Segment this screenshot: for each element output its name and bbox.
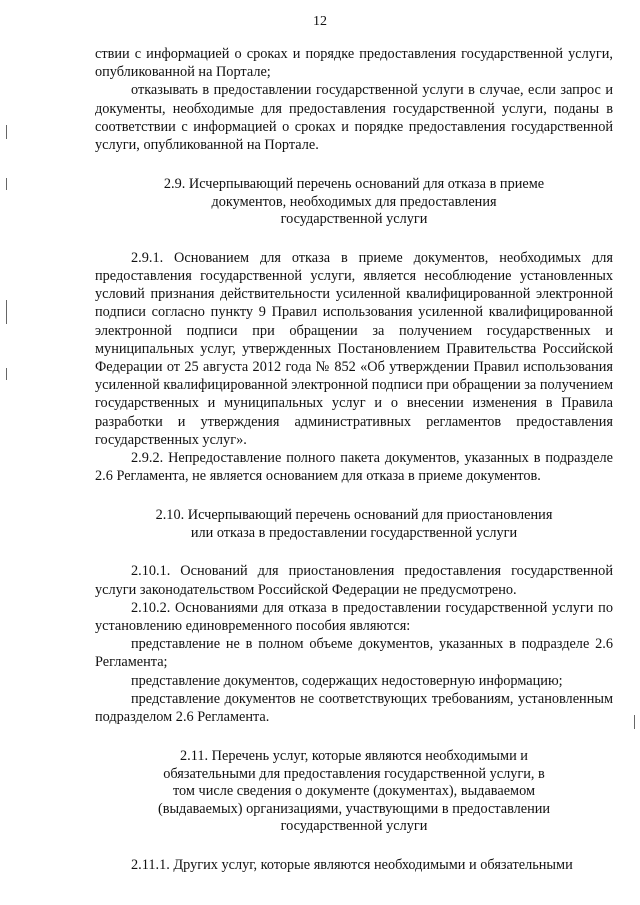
document-body — [95, 45, 613, 874]
margin-mark — [6, 300, 7, 324]
heading-line: том числе сведения о документе (документах), выдаваемом — [172, 783, 536, 800]
heading-line: (выдаваемых) организациями, участвующими в предоставлении — [157, 800, 551, 817]
paragraph-list-item: представление документов, содержащих недостоверную информацию; — [131, 672, 563, 689]
paragraph: отказывать в предоставлении государственной услуги в случае, если запрос и документы, необходимые для предоставления государственной услуги, поданы в соответствии с информацией о сроках и порядке предоставления государственной услуги, опубликованной на Портале. — [95, 82, 613, 154]
paragraph-2-10-2: 2.10.2. Основаниями для отказа в предоставлении государственной услуги по установлению единовременного пособия являются: — [95, 599, 613, 634]
margin-mark — [6, 368, 7, 380]
heading-line: 2.11. Перечень услуг, которые являются необходимыми и — [180, 748, 528, 765]
section-heading-2-11 — [135, 748, 573, 836]
heading-line: обязательными для предоставления государственной услуги, в — [163, 765, 545, 782]
margin-mark — [634, 715, 635, 729]
heading-line: или отказа в предоставлении государственной услуги — [190, 524, 518, 541]
paragraph-list-item: представление не в полном объеме документов, указанных в подразделе 2.6 Регламента; — [95, 636, 613, 671]
paragraph-2-9-1: 2.9.1. Основанием для отказа в приеме документов, необходимых для предоставления государственной услуги, является несоблюдение установленных условий признания действительности усиленной квалифицированной электронной подписи согласно пункту 9 Правил использования усиленной квалифицированной электронной подписи при обращении за получением государственных и муниципальных услуг, утвержденных Постановлением Правительства Российской Федерации от 25 августа 2012 года № 852 «Об утверждении Правил использования усиленной квалифицированной электронной подписи при обращении за получением государственных и муниципальных услуг и о внесении изменения в Правила разработки и утверждения административных регламентов предоставления государственных услуг». — [95, 249, 613, 448]
paragraph-2-10-1: 2.10.1. Оснований для приостановления предоставления государственной услуги законодательством Российской Федерации не предусмотрено. — [95, 563, 613, 598]
heading-line: 2.9. Исчерпывающий перечень оснований для отказа в приеме — [163, 176, 545, 193]
heading-line: 2.10. Исчерпывающий перечень оснований для приостановления — [155, 507, 553, 524]
paragraph: ствии с информацией о сроках и порядке предоставления государственной услуги, опубликованной на Портале; — [95, 46, 613, 81]
section-heading-2-9 — [135, 176, 573, 229]
paragraph-list-item: представление документов не соответствующих требованиям, установленным подразделом 2.6 Регламента. — [95, 690, 613, 725]
page-number: 12 — [313, 14, 327, 29]
paragraph-2-11-1: 2.11.1. Других услуг, которые являются необходимыми и обязательными — [131, 856, 573, 873]
margin-mark — [6, 125, 7, 139]
section-heading-2-10 — [135, 507, 573, 542]
heading-line: государственной услуги — [280, 818, 428, 835]
paragraph-2-9-2: 2.9.2. Непредоставление полного пакета документов, указанных в подразделе 2.6 Регламента, не является основанием для отказа в приеме документов. — [95, 449, 613, 485]
heading-line: документов, необходимых для предоставления — [211, 193, 497, 210]
margin-mark — [6, 178, 7, 190]
heading-line: государственной услуги — [280, 211, 428, 228]
